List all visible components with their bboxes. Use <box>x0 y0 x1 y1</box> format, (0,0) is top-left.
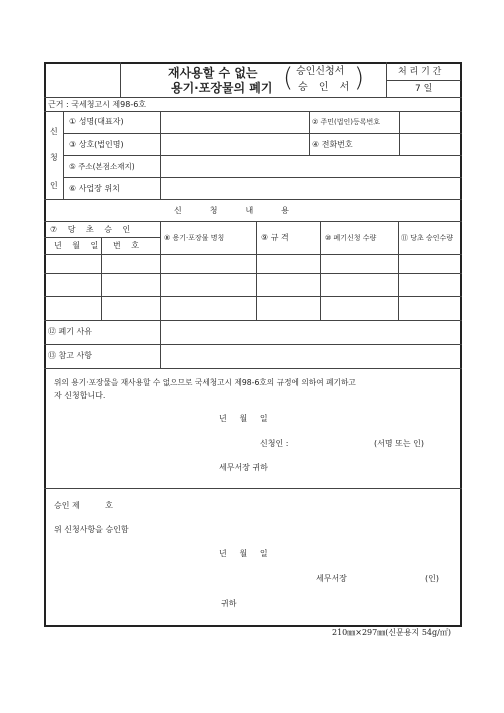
disposal-reason-label: ⑫ 폐기 사유 <box>48 327 92 336</box>
processing-period-label: 처 리 기 간 <box>398 67 442 77</box>
approval-date-label: 년 월 일 <box>54 241 103 250</box>
initial-qty-label: ⑪ 당초 승인수량 <box>401 234 454 242</box>
statement-line2: 자 신청합니다. <box>54 391 106 400</box>
legal-basis: 근거 : 국세청고시 제98-6호 <box>48 100 147 109</box>
trade-name-label: ③ 상호(법인명) <box>69 140 124 149</box>
approval-office: 세무서장 <box>316 574 347 583</box>
container-name-label: ⑧ 용기·포장물 명칭 <box>164 234 225 242</box>
applicant-side-label-2: 청 <box>50 153 58 162</box>
resident-no-label: ② 주민(법인)등록번호 <box>312 118 381 126</box>
address-label: ⑤ 주소(본점소재지) <box>69 162 135 171</box>
name-field[interactable] <box>161 112 308 133</box>
applicant-side-label-1: 신 <box>50 127 58 136</box>
trade-name-field[interactable] <box>161 134 308 155</box>
processing-period-value: 7 일 <box>415 84 433 94</box>
initial-approval-label: ⑦ 당 초 승 인 <box>50 225 135 234</box>
phone-field[interactable] <box>400 134 459 155</box>
statement-date: 년 월 일 <box>219 414 268 423</box>
alt-title-application: 승인신청서 <box>296 66 345 77</box>
statement-addressee: 세무서장 귀하 <box>219 463 268 472</box>
paren-open: ( <box>283 63 294 93</box>
phone-label: ④ 전화번호 <box>312 140 353 149</box>
alt-title-approval: 승 인 서 <box>298 82 354 93</box>
approval-date: 년 월 일 <box>219 549 268 558</box>
approval-number: 승인 제 호 <box>54 501 113 510</box>
approval-text: 위 신청사항을 승인함 <box>54 525 129 534</box>
applicant-signature-label: 신청인 : <box>260 439 289 448</box>
approval-number-label: 번 호 <box>113 241 143 250</box>
form-title-line1: 재사용할 수 없는 <box>168 66 258 80</box>
disposal-reason-field[interactable] <box>161 321 459 344</box>
spec-label: ⑨ 규 격 <box>261 233 289 242</box>
approval-seal: (인) <box>425 574 439 583</box>
applicant-side-label-3: 인 <box>50 181 58 190</box>
resident-no-field[interactable] <box>400 112 459 133</box>
site-field[interactable] <box>161 178 459 199</box>
approval-addressee: 귀하 <box>221 599 237 608</box>
form-title-line2: 용기·포장물의 폐기 <box>171 81 273 95</box>
remarks-label: ⑬ 참고 사항 <box>48 351 92 360</box>
disposal-qty-label: ⑩ 폐기신청 수량 <box>325 234 377 242</box>
statement-line1: 위의 용기·포장물을 재사용할 수 없으므로 국세청고시 제98-6호의 규정에 의하여 폐기하고 <box>54 378 356 387</box>
paren-close: ) <box>354 63 365 93</box>
applicant-signature-field[interactable] <box>302 435 372 449</box>
sign-or-seal-note: (서명 또는 인) <box>374 439 424 448</box>
address-field[interactable] <box>161 156 459 177</box>
site-label: ⑥ 사업장 위치 <box>69 184 120 193</box>
remarks-field[interactable] <box>161 345 459 368</box>
paper-spec-footer: 210㎜×297㎜(신문용지 54g/㎡) <box>332 628 451 637</box>
request-heading: 신청내용 <box>174 206 317 215</box>
name-label: ① 성명(대표자) <box>69 117 124 126</box>
